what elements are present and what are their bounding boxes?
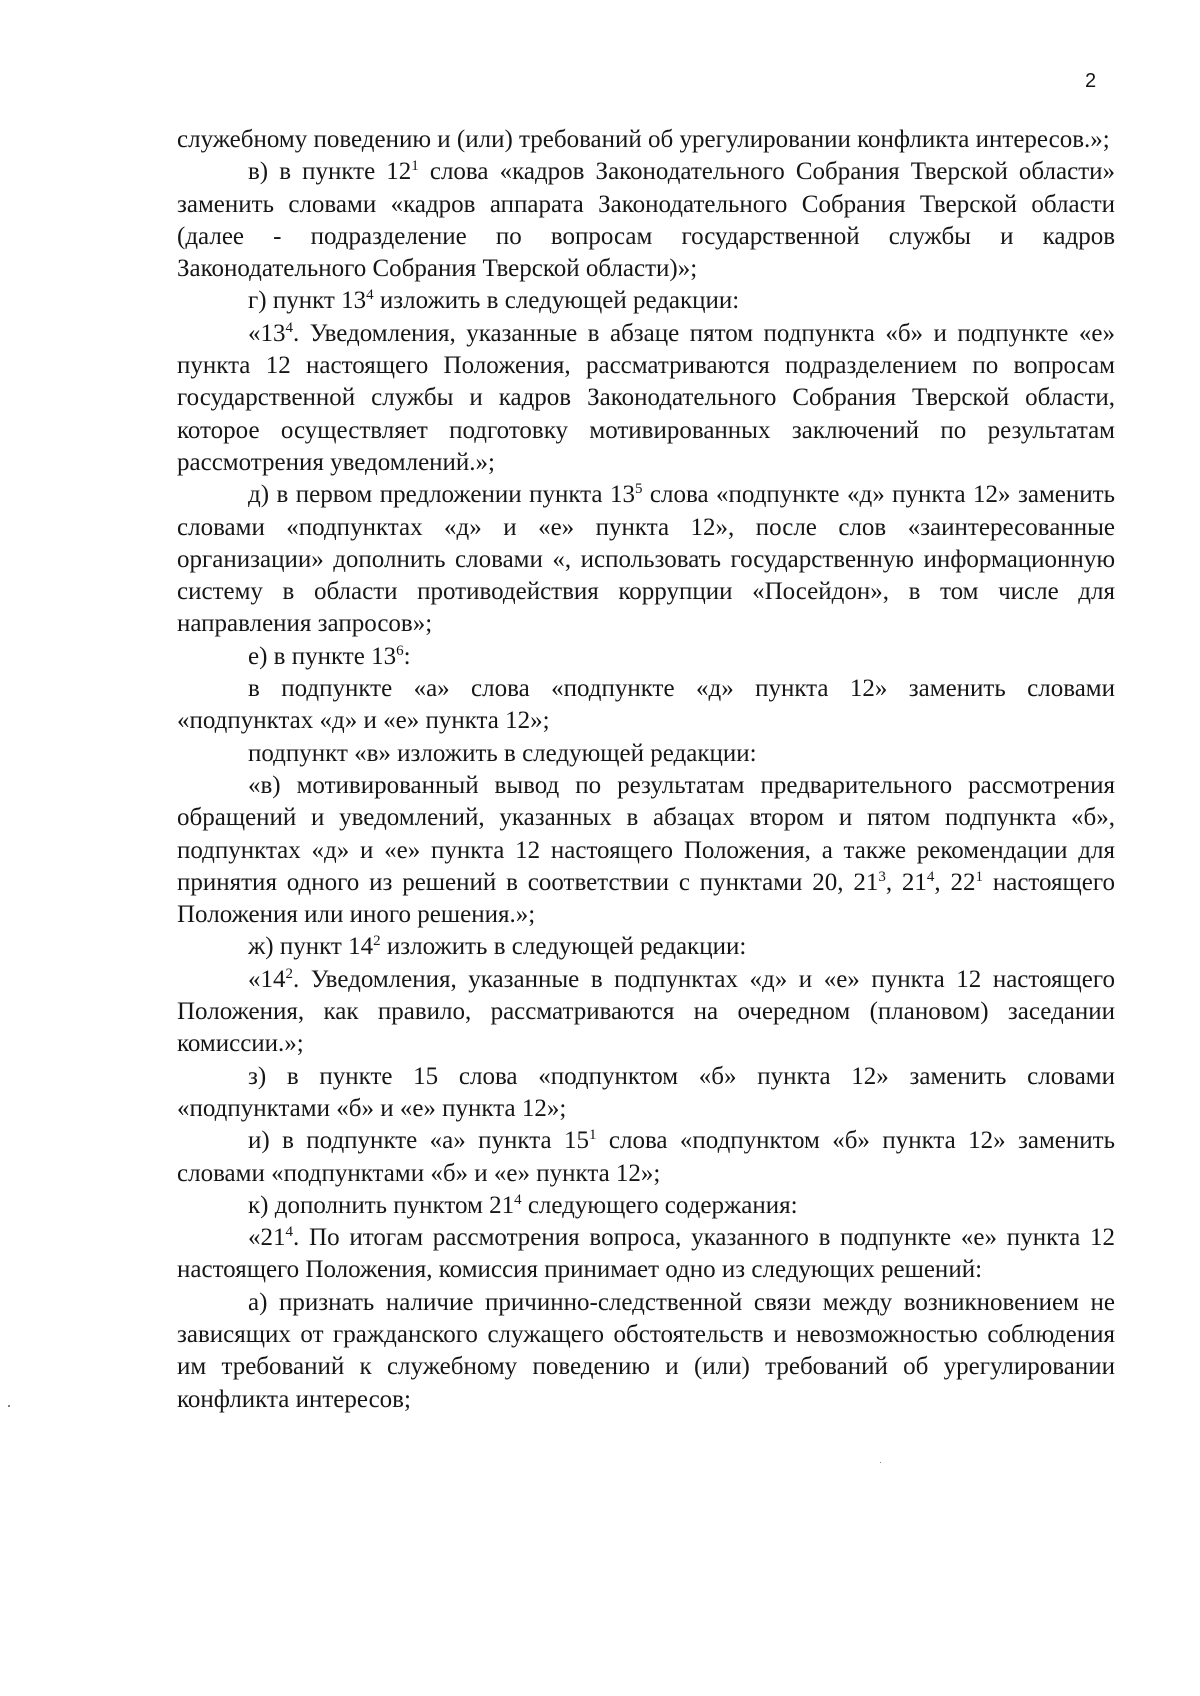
paragraph bbox=[177, 1190, 1115, 1222]
text-run: . Уведомления, указанные в абзаце пятом подпункта «б» и подпункте «е» пункта 12 настоящего Положения, рассматриваются подразделением по вопросам государственной службы и кадров Законодательного Собрания Тверской области, которое осуществляет подготовку мотивированных заключений по результатам рассмотрения уведомлений.»; bbox=[177, 319, 1115, 476]
paragraph bbox=[177, 964, 1115, 1061]
text-run: «14 bbox=[248, 965, 286, 993]
text-run: з) в пункте 15 слова «подпунктом «б» пункта 12» заменить словами «подпунктами «б» и «е» пункта 12»; bbox=[177, 1062, 1115, 1122]
superscript: 6 bbox=[396, 642, 404, 659]
superscript: 4 bbox=[514, 1191, 522, 1208]
text-run: ж) пункт 14 bbox=[248, 933, 374, 961]
superscript: 4 bbox=[285, 1224, 293, 1241]
text-run: а) признать наличие причинно-следственной связи между возникновением не зависящих от гражданского служащего обстоятельств и невозможностью соблюдения им требований к служебному поведению и (или) требований об урегулировании конфликта интересов; bbox=[177, 1288, 1115, 1413]
text-run: . По итогам рассмотрения вопроса, указанного в подпункте «е» пункта 12 настоящего Положения, комиссия принимает одно из следующих решений: bbox=[177, 1224, 1115, 1284]
text-run: изложить в следующей редакции: bbox=[380, 933, 747, 961]
text-run: слова «подпункте «д» пункта 12» заменить словами «подпунктах «д» и «е» пункта 12», после слов «заинтересованные организации» дополнить словами «, использовать государственную информационную систему в области противодействия коррупции «Посейдон», в том числе для направления запросов»; bbox=[177, 481, 1115, 638]
text-run: г) пункт 13 bbox=[248, 287, 367, 315]
text-run: следующего содержания: bbox=[521, 1191, 798, 1219]
paragraph bbox=[177, 124, 1115, 156]
text-run: и) в подпункте «а» пункта 15 bbox=[248, 1127, 589, 1155]
superscript: 3 bbox=[878, 868, 886, 885]
text-run: д) в первом предложении пункта 13 bbox=[248, 481, 635, 509]
text-run: е) в пункте 13 bbox=[248, 642, 397, 670]
paragraph bbox=[177, 1125, 1115, 1190]
text-run: подпункт «в» изложить в следующей редакции: bbox=[248, 739, 757, 767]
text-run: , 22 bbox=[934, 868, 976, 896]
paragraph bbox=[177, 285, 1115, 317]
text-run: «13 bbox=[248, 319, 286, 347]
text-run: . Уведомления, указанные в подпунктах «д» и «е» пункта 12 настоящего Положения, как правило, рассматриваются на очередном (плановом) заседании комиссии.»; bbox=[177, 965, 1115, 1058]
superscript: 4 bbox=[285, 319, 293, 336]
paragraph bbox=[177, 1061, 1115, 1126]
page-number: 2 bbox=[1085, 70, 1097, 92]
paragraph bbox=[177, 479, 1115, 640]
text-run: в) в пункте 12 bbox=[248, 158, 412, 186]
text-run: «21 bbox=[248, 1224, 286, 1252]
superscript: 1 bbox=[975, 868, 984, 885]
paragraph bbox=[177, 673, 1115, 738]
paragraph bbox=[177, 318, 1115, 479]
superscript: 5 bbox=[634, 481, 643, 498]
scan-artifact bbox=[8, 1405, 10, 1407]
paragraph bbox=[177, 738, 1115, 770]
superscript: 4 bbox=[926, 868, 935, 885]
text-run: в подпункте «а» слова «подпункте «д» пункта 12» заменить словами «подпунктах «д» и «е» пункта 12»; bbox=[177, 675, 1115, 735]
text-run: : bbox=[403, 642, 411, 670]
text-run: слова «подпунктом «б» пункта 12» заменить словами «подпунктами «б» и «е» пункта 12»; bbox=[177, 1127, 1115, 1187]
paragraph bbox=[177, 1287, 1115, 1416]
superscript: 4 bbox=[366, 287, 374, 304]
text-run: «в) мотивированный вывод по результатам предварительного рассмотрения обращений и уведомлений, указанных в абзацах втором и пятом подпункта «б», подпунктах «д» и «е» пункта 12 настоящего Положения, а также рекомендации для принятия одного из решений в соответствии с пунктами 20, 21 bbox=[177, 771, 1115, 896]
superscript: 1 bbox=[411, 158, 419, 175]
paragraph bbox=[177, 641, 1115, 673]
paragraph bbox=[177, 1222, 1115, 1287]
text-run: слова «кадров Законодательного Собрания Тверской области» заменить словами «кадров аппарата Законодательного Собрания Тверской области (далее - подразделение по вопросам государственной службы и кадров Законодательного Собрания Тверской области)»; bbox=[177, 158, 1115, 283]
scan-artifact bbox=[880, 1462, 881, 1463]
superscript: 1 bbox=[588, 1127, 597, 1144]
superscript: 2 bbox=[285, 965, 293, 982]
text-run: изложить в следующей редакции: bbox=[373, 287, 740, 315]
paragraph bbox=[177, 931, 1115, 963]
text-run: служебному поведению и (или) требований об урегулировании конфликта интересов.»; bbox=[177, 126, 1110, 153]
text-run: к) дополнить пунктом 21 bbox=[248, 1191, 515, 1219]
text-run: , 21 bbox=[885, 868, 927, 896]
paragraph bbox=[177, 770, 1115, 931]
document-body bbox=[177, 124, 1115, 1416]
text-run: настоящего Положения или иного решения.»; bbox=[177, 868, 1116, 929]
paragraph bbox=[177, 156, 1115, 285]
superscript: 2 bbox=[373, 933, 381, 950]
